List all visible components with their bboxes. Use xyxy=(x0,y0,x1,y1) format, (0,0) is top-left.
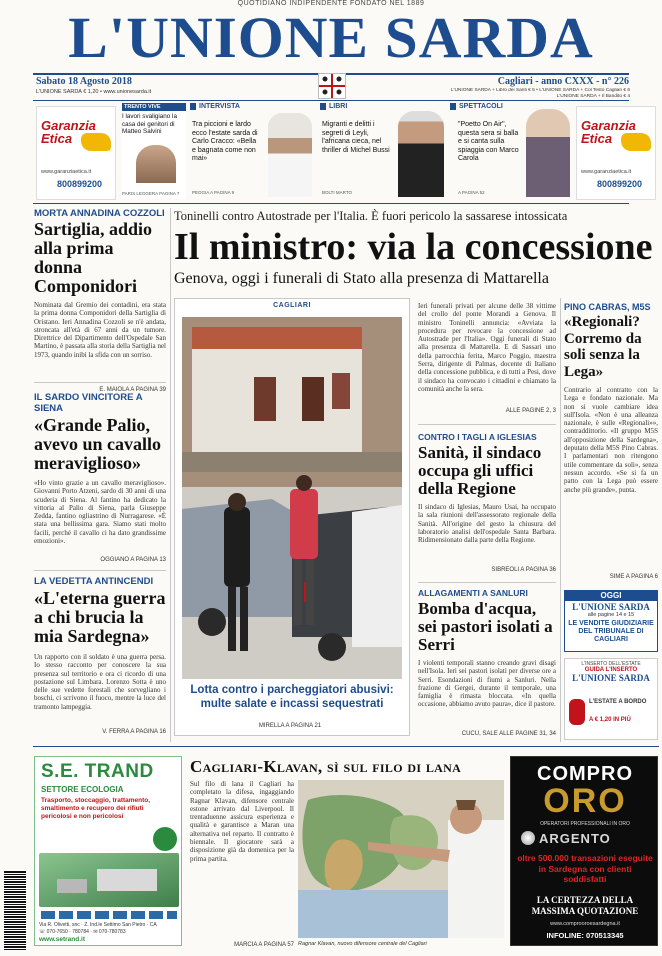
compro-slogan: LA CERTEZZA DELLA MASSIMA QUOTAZIONE xyxy=(531,895,639,916)
vedetta-kicker: LA VEDETTA ANTINCENDI xyxy=(34,576,154,587)
vedetta-ref: V. FERRA A PAGINA 16 xyxy=(102,729,166,735)
garanzia-site: www.garanziaetica.it xyxy=(581,169,632,175)
oggi-header: OGGI xyxy=(565,591,657,601)
estate-price: A € 1,20 IN PIÙ xyxy=(589,717,631,723)
klavan-caption: Ragnar Klavan, nuovo difensore centrale del Cagliari xyxy=(298,941,427,947)
facility-image xyxy=(39,853,179,907)
compro-title: COMPRO xyxy=(537,763,633,785)
barcode xyxy=(4,870,26,950)
sartiglia-headline: Sartiglia, addio alla prima donna Componidori xyxy=(34,219,153,296)
garanzia-site: www.garanziaetica.it xyxy=(41,169,92,175)
sartiglia-ref: E. MAIOLA A PAGINA 39 xyxy=(99,387,166,393)
photo-feature[interactable] xyxy=(174,298,410,736)
serri-ref: CUCU, SALE ALLE PAGINE 31, 34 xyxy=(461,731,556,737)
promo-intervista-ref: PEGGIA A PAGINA 9 xyxy=(192,190,235,195)
lead-subhead: Genova, oggi i funerali di Stato alla presenza di Mattarella xyxy=(174,270,549,287)
estate-sailor-icon xyxy=(569,699,585,725)
garanzia-phone: 800899200 xyxy=(597,179,643,189)
serri-kicker: ALLAGAMENTI A SANLURI xyxy=(418,588,528,598)
serri-article[interactable] xyxy=(418,588,556,737)
promo-teaser-ref: PARIS LEGGERA PAGINA 7 xyxy=(122,191,180,196)
masthead-right-info-1: L'UNIONE SARDA + Libro dei Santi € 5 • L'UNIONE SARDA + Col Testo Cagliari € 6 xyxy=(450,88,630,93)
promo-spettacoli[interactable] xyxy=(450,103,572,199)
lead-overline: Toninelli contro Autostrade per l'Italia. È fuori pericolo la sassarese intossicata xyxy=(174,209,568,223)
masthead-date: Sabato 18 Agosto 2018 xyxy=(36,76,132,87)
setrand-services: Trasporto, stoccaggio, trattamento, smaltimento e recupero dei rifiuti pericolosi e non pericolosi xyxy=(41,797,151,820)
compro-phone: INFOLINE: 070513345 xyxy=(546,931,624,940)
palio-headline: «Grande Palio, avevo un cavallo meraviglioso» xyxy=(34,415,162,473)
setrand-site: www.setrand.it xyxy=(39,936,85,943)
compro-sub: OPERATORI PROFESSIONALI IN ORO xyxy=(540,821,630,827)
lead-headline[interactable]: Il ministro: via la concessione xyxy=(174,226,653,268)
setrand-sub: SETTORE ECOLOGIA xyxy=(41,785,124,794)
lead-body: Ieri funerali privati per alcune delle 38 vittime del crollo del ponte Morandi a Genova. Il ministro Toninelli annuncia: «Avviata la procedura per revocare la concessione ad Autostrade per l'Italia». Oggi funerali di Stato alla presenza di Mattarella. E di Sassari uno della parrocchia ferita, Marco Poggio, maestra Serra, dirigente di Palmas, docente di Italiano della concessione pubblica, e di tutti a Pesi, dove il sindaco ha convocato i cittadini e chiamato la comunità anche la sera. xyxy=(418,302,556,393)
compro-oro: ORO xyxy=(543,782,627,820)
compro-site: www.comprooroesardegna.it xyxy=(550,921,620,927)
klavan-body: Sul filo di lana il Cagliari ha completato la difesa, ingaggiando Ragnar Klavan, difensore centrale estone arrivato dal Liverpool. Il trentaduenne assicura esperienza e qualità e garantisce a Maran una alternativa nel reparto. Il contratto è biennale. Il giocatore sarà a disposizione già da domenica per la prima partita. xyxy=(190,780,294,863)
klavan-ref: MARCIA A PAGINA 57 xyxy=(234,942,294,948)
promo-spettacoli-ref: A PAGINA 52 xyxy=(458,190,485,195)
palio-ref: OGGIANO A PAGINA 13 xyxy=(100,557,166,563)
certification-logos xyxy=(41,911,177,919)
carola-photo xyxy=(526,109,570,197)
estate-paper: L'UNIONE SARDA xyxy=(572,673,650,683)
hands-icon xyxy=(81,133,111,151)
klavan-article[interactable] xyxy=(190,780,294,936)
oggi-promo: LE VENDITE GIUDIZIARIE DEL TRIBUNALE DI CAGLIARI xyxy=(568,620,654,643)
oggi-box[interactable] xyxy=(564,590,658,652)
sanita-ref: SIBREOLI A PAGINA 36 xyxy=(491,567,556,573)
vedetta-headline: «L'eterna guerra a chi brucia la mia Sardegna» xyxy=(34,588,166,646)
sanita-kicker: CONTRO I TAGLI A IGLESIAS xyxy=(418,432,537,442)
cabras-ref: SIME A PAGINA 6 xyxy=(609,574,658,580)
cracco-photo xyxy=(268,113,312,197)
sartiglia-body: Nominata dal Gremio dei contadini, era stata la prima donna Componidori della Sartiglia di Oristano. Ieri Annadina Cozzoli se n'è andata, stroncata all'età di 67 anni da un tumore. Direttrice del Dipartimento dell'Ospedale San Martino, è passata alla storia della Sartiglia nel 1973, quando inibì la sfida con un sorriso. xyxy=(34,301,166,359)
masthead-right-info-2: L'UNIONE SARDA + Il Bandito € 4 xyxy=(556,94,630,99)
masthead-left-info: L'UNIONE SARDA € 1,20 • www.unionesarda.it xyxy=(36,89,152,95)
promo-teaser-label: TRENTO VIVE xyxy=(122,103,186,111)
palio-body: «Ho vinto grazie a un cavallo meraviglioso». Giovanni Porto Atzeni, sardo di 30 anni di una scuderia di Siena. Al fantino ha dedicato la vittoria al Palio di Siena, parla Giuseppe Zedda, fantino ogliastrino di Nurragarese. «È stata una bellissima gara. Siamo stati molto facili, perché il cavallo ci ha dato grandissime emozioni». xyxy=(34,479,166,546)
promo-spettacoli-label: SPETTACOLI xyxy=(450,103,572,110)
estate-sub: L'ESTATE A BORDO xyxy=(589,699,647,705)
salvini-photo xyxy=(136,145,176,183)
promo-intervista[interactable] xyxy=(190,103,314,199)
sanita-headline: Sanità, il sindaco occupa gli uffici della Regione xyxy=(418,443,542,498)
sartiglia-byline: MORTA ANNADINA COZZOLI xyxy=(34,208,165,219)
cabras-headline: «Regionali? Corremo da soli senza la Lega» xyxy=(564,314,642,380)
promo-spettacoli-text: "Poetto On Air", questa sera si balla e si canta sulla spiaggia con Marco Carola xyxy=(458,121,519,162)
promo-libri-ref: BOLTI MARTO xyxy=(322,190,353,195)
cabras-body: Contrario al contratto con la Lega e fondato nazionale. Ma non si vuole cambiare idea sull'Isola. «Non è una alleanza nazionale, è sulle «Regionali»», contraddittorio. «Il gruppo M5S all'opposizione della Sardegna», deputato della M5S Pino Cabras. I parlamentari non ritengono utile commentare da soli», senza nessun accordo. «Se si fa un patto con la Lega può essere anche più grande», punta. xyxy=(564,386,658,494)
sartiglia-article[interactable] xyxy=(34,208,166,393)
hands-icon xyxy=(621,133,651,151)
promo-libri-text: Migranti e delitti i segreti di Leyli, l'africana cieca, nel thriller di Michel Bussi xyxy=(322,121,390,154)
klavan-headline[interactable]: Cagliari-Klavan, sì sul filo di lana xyxy=(190,757,462,776)
estate-box[interactable] xyxy=(564,658,658,740)
setrand-brand: S.E. TRAND xyxy=(41,761,154,782)
bussi-photo xyxy=(398,111,444,197)
cabras-kicker: PINO CABRAS, M5S xyxy=(564,302,651,312)
serri-body: I violenti temporali stanno creando gravi disagi nell'Isola. Ieri sei pastori isolati per diverse ore a Serri. Esondazioni di fiumi a Sanluri. Nella frazione di Gergei, durante il temporale, una famiglia è rimasta bloccata. «In quella occasione, abbiamo avuto paura», dice il pastore. xyxy=(418,659,556,709)
setrand-address: Via R. Olivetti, snc · Z. Ind.le Settimo San Pietro · CA xyxy=(39,922,157,928)
garanzia-etica-title: Garanzia Etica xyxy=(41,118,96,146)
silver-coin-icon xyxy=(521,831,535,845)
serri-headline: Bomba d'acqua, sei pastori isolati a Serri xyxy=(418,599,553,654)
parking-photo xyxy=(182,317,402,679)
garanzia-etica-title: Garanzia Etica xyxy=(581,118,636,146)
oggi-pages: alle pagine 14 e 15 xyxy=(587,612,635,618)
compro-oro-ad[interactable] xyxy=(510,756,658,946)
promo-intervista-label: INTERVISTA xyxy=(190,103,314,110)
estate-label: L'INSERTO DELL'ESTATE xyxy=(581,661,641,667)
promo-teaser-text: I lavori svaligiano la casa dei genitori di Matteo Salvini xyxy=(122,113,177,135)
palio-kicker: IL SARDO VINCITORE A SIENA xyxy=(34,392,143,414)
garanzia-etica-ad-left[interactable] xyxy=(36,106,116,200)
oggi-paper: L'UNIONE SARDA xyxy=(572,602,650,612)
vedetta-body: Un rapporto con il soldato è una guerra persa. Io stesso racconto per conoscere la sua presenza sul territorio e ora ci ricordo di una postazione sul Limbara. Lorenzo Sotta è uno delle sue vedette forestali che sorvegliano i boschi, ci scrivono il fuoco, mentre la luce del tramonto lampeggia. xyxy=(34,653,166,711)
promo-libri-label: LIBRI xyxy=(320,103,446,110)
masthead-tagline: QUOTIDIANO INDIPENDENTE FONDATO NEL 1889 xyxy=(237,0,425,7)
promo-libri[interactable] xyxy=(320,103,446,199)
sanita-article[interactable] xyxy=(418,432,556,573)
masthead-edition: Cagliari - anno CXXX - n° 226 xyxy=(497,76,629,87)
setrand-ad[interactable] xyxy=(34,756,182,946)
photo-feature-caption: Lotta contro i parcheggiatori abusivi: multe salate e incassi sequestrati xyxy=(190,684,394,710)
estate-text: GUIDA L'INSERTO xyxy=(584,667,638,673)
photo-feature-kicker: CAGLIARI xyxy=(273,302,311,309)
lead-ref: ALLE PAGINE 2, 3 xyxy=(505,408,556,414)
setrand-phone: ☏ 070-7650 · 780784 · ✉ 070-780783 xyxy=(39,929,126,935)
cabras-article[interactable] xyxy=(564,302,658,580)
palio-article[interactable] xyxy=(34,392,166,563)
lead-article[interactable] xyxy=(418,302,556,414)
garanzia-phone: 800899200 xyxy=(57,179,103,189)
masthead-title: L'UNIONE SARDA xyxy=(68,5,594,70)
compro-promo: oltre 500.000 transazioni eseguite in Sardegna con clienti soddisfatti xyxy=(517,853,653,884)
promo-intervista-text: Tra piccioni e lardo ecco l'estate sarda di Carlo Cracco: «Bella e bagnata come non mai» xyxy=(192,121,258,162)
promo-teaser[interactable] xyxy=(122,103,186,199)
garanzia-etica-ad-right[interactable] xyxy=(576,106,656,200)
recycle-icon xyxy=(153,827,177,851)
vedetta-article[interactable] xyxy=(34,576,166,735)
photo-feature-ref: MIRELLA A PAGINA 21 xyxy=(258,723,322,729)
klavan-photo xyxy=(298,780,504,938)
compro-argento: ARGENTO xyxy=(539,831,611,846)
sardinia-flag-icon xyxy=(318,73,346,99)
sanita-body: Il sindaco di Iglesias, Mauro Usai, ha occupato la sala riunioni dell'assessorato regionale della Sanità. All'origine del gesto la chiusura del laboratorio analisi dell'ospedale Santa Barbara. Ridimensionato dalla parte della Regione. xyxy=(418,503,556,545)
